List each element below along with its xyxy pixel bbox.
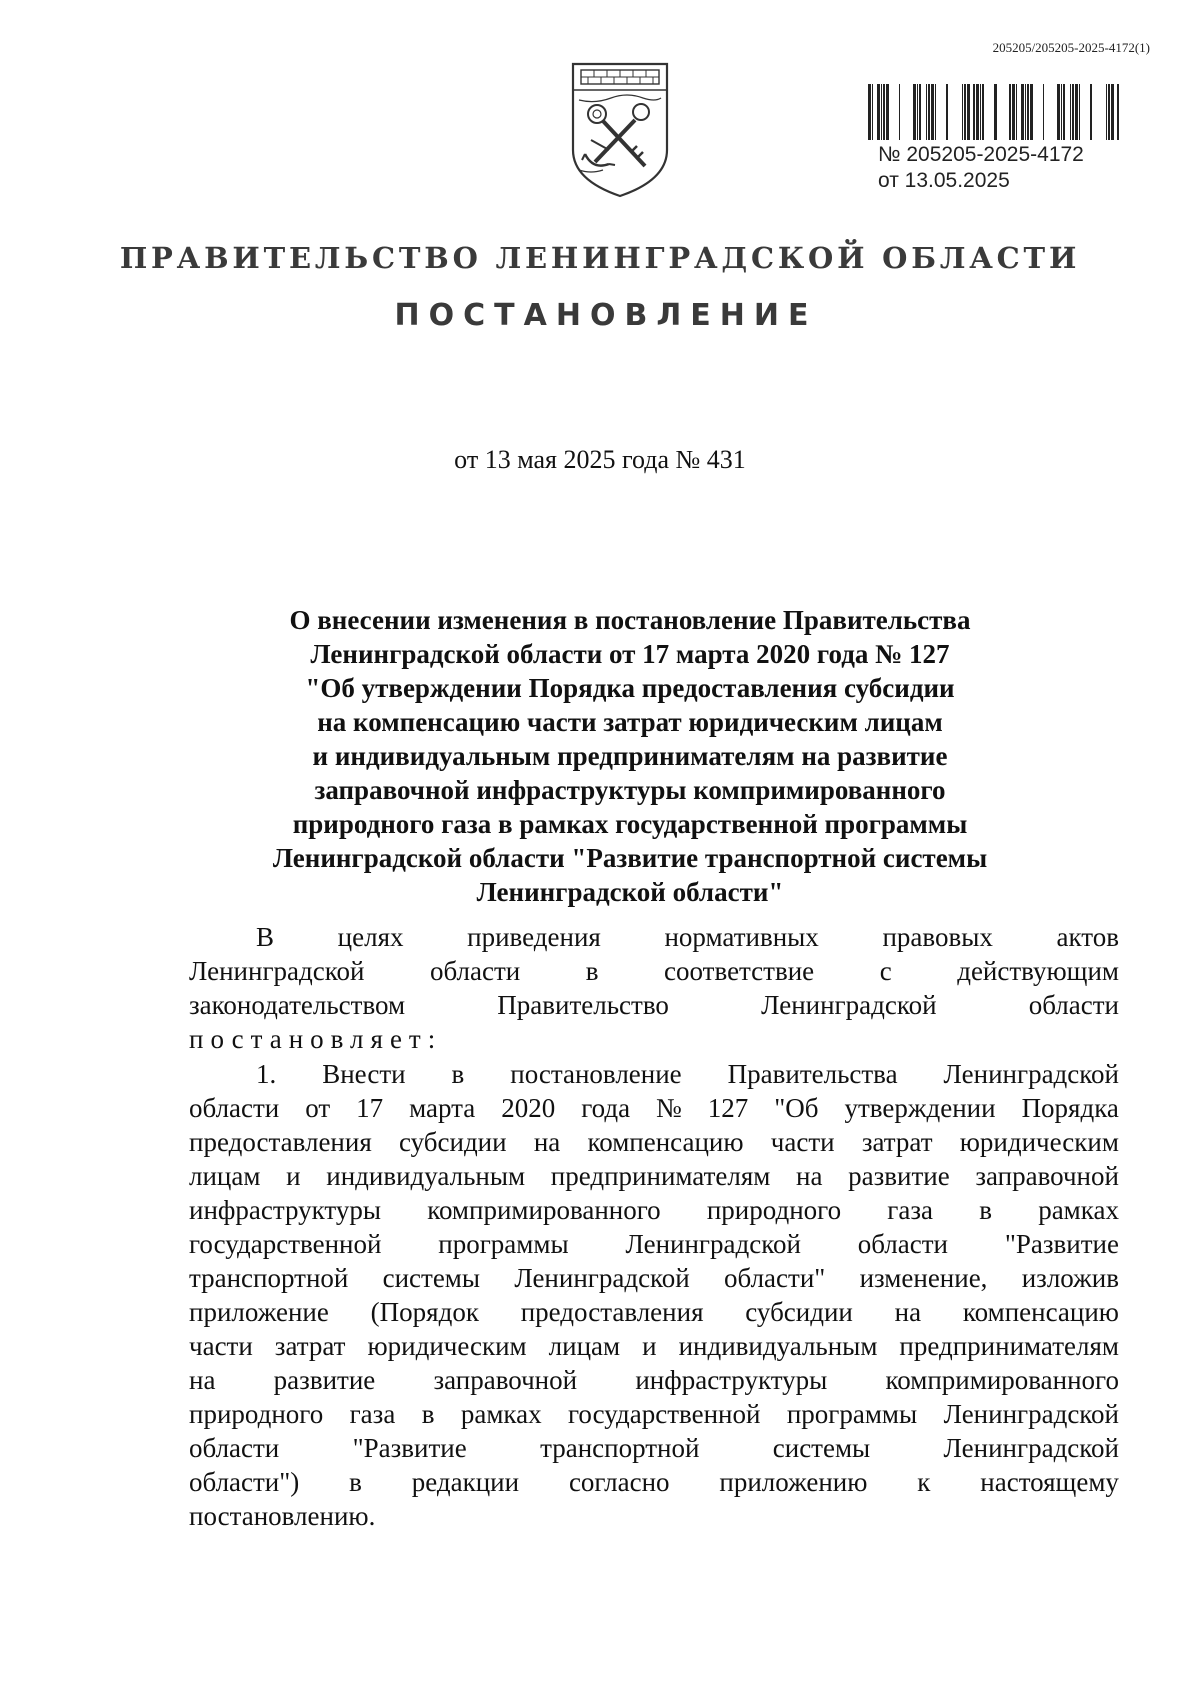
subject-line: на компенсацию части затрат юридическим лицам: [317, 707, 943, 737]
subject-line: и индивидуальным предпринимателям на развитие: [312, 741, 948, 771]
text-line: Ленинградской области в соответствие с действующим: [189, 956, 1119, 986]
text-line: приложение (Порядок предоставления субсидии на компенсацию: [189, 1297, 1119, 1327]
text-line: части затрат юридическим лицам и индивидуальным предпринимателям: [189, 1331, 1119, 1361]
government-title: ПРАВИТЕЛЬСТВО ЛЕНИНГРАДСКОЙ ОБЛАСТИ: [119, 241, 1081, 275]
text-line: законодательством Правительство Ленинградской области: [189, 990, 1119, 1020]
text-line: области "Развитие транспортной системы Ленинградской: [189, 1433, 1119, 1463]
text-line: области от 17 марта 2020 года № 127 "Об утверждении Порядка: [189, 1093, 1119, 1123]
preamble-paragraph: [189, 920, 1119, 1056]
subject-line: природного газа в рамках государственной программы: [292, 809, 968, 839]
registration-block: [868, 84, 1126, 194]
subject-line: заправочной инфраструктуры компримированного: [314, 775, 946, 805]
subject-line: Ленинградской области": [476, 877, 784, 907]
text-line: лицам и индивидуальным предпринимателям на развитие заправочной: [189, 1161, 1119, 1191]
text-line: на развитие заправочной инфраструктуры компримированного: [189, 1365, 1119, 1395]
decree-subject: [250, 603, 1010, 909]
text-line: области") в редакции согласно приложению к настоящему: [189, 1467, 1119, 1497]
document-id: 205205/205205-2025-4172(1): [992, 40, 1150, 55]
subject-line: "Об утверждении Порядка предоставления субсидии: [305, 673, 955, 703]
text-line: 1. Внести в постановление Правительства Ленинградской: [256, 1059, 1119, 1089]
text-line: транспортной системы Ленинградской области" изменение, изложив: [189, 1263, 1119, 1293]
subject-line: О внесении изменения в постановление Правительства: [289, 605, 971, 635]
barcode: [868, 84, 1120, 140]
subject-line: Ленинградской области от 17 марта 2020 года № 127: [310, 639, 950, 669]
text-line: инфраструктуры компримированного природного газа в рамках: [189, 1195, 1119, 1225]
document-type: ПОСТАНОВЛЕНИЕ: [394, 298, 818, 333]
registration-number: № 205205-2025-4172: [878, 143, 1084, 166]
decree-word: постановляет:: [189, 1024, 443, 1054]
clause-1-paragraph: [189, 1057, 1119, 1533]
text-line: В целях приведения нормативных правовых актов: [256, 922, 1119, 952]
registration-date: от 13.05.2025: [878, 169, 1010, 192]
text-line: постановлению.: [189, 1501, 376, 1531]
text-line: природного газа в рамках государственной программы Ленинградской: [189, 1399, 1119, 1429]
subject-line: Ленинградской области "Развитие транспортной системы: [272, 843, 988, 873]
decree-date-number: от 13 мая 2025 года № 431: [454, 445, 746, 474]
text-line: государственной программы Ленинградской области "Развитие: [189, 1229, 1119, 1259]
coat-of-arms-icon: [565, 58, 675, 200]
text-line: предоставления субсидии на компенсацию части затрат юридическим: [189, 1127, 1119, 1157]
